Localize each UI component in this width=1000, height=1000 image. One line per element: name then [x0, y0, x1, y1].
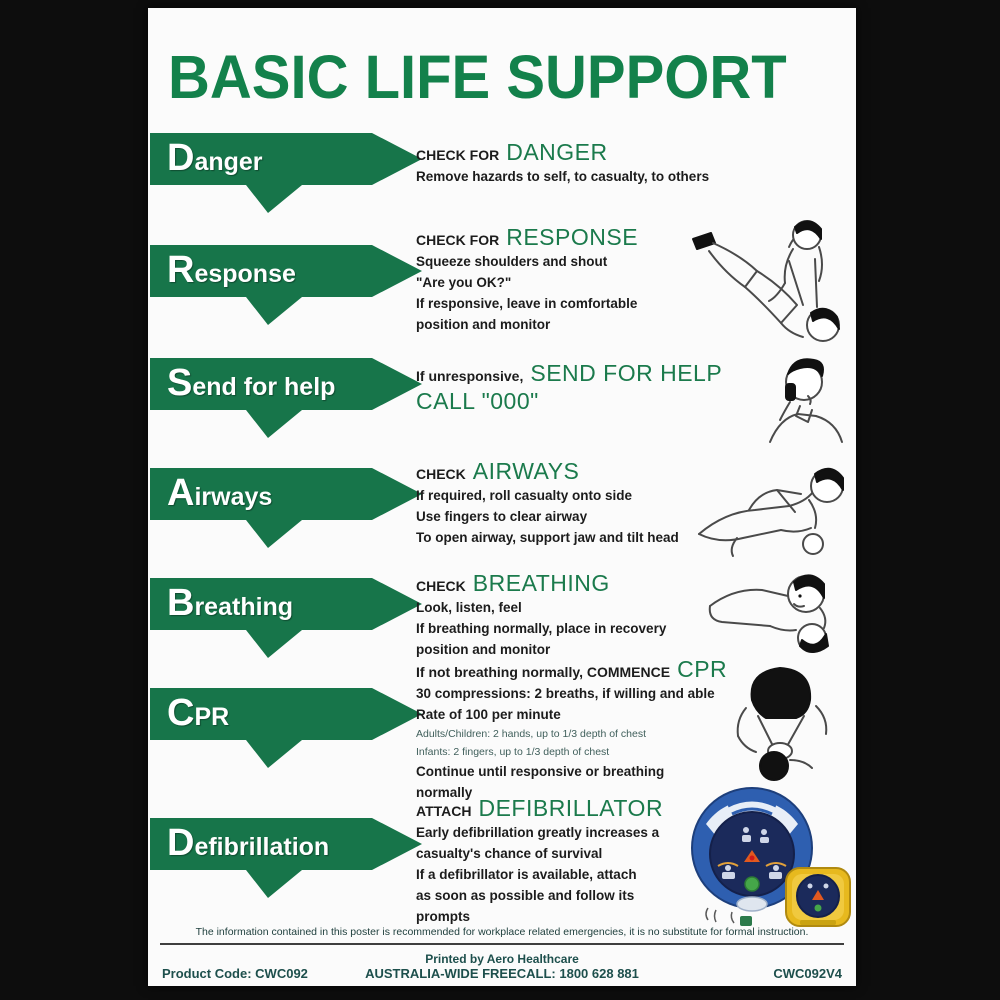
banner-label-airways: Airways — [167, 472, 273, 514]
heading-defibrillation: ATTACH DEFIBRILLATOR — [416, 795, 664, 821]
section-cpr-text — [416, 656, 727, 803]
section-send-text — [416, 360, 722, 415]
illustration-roll-casualty — [685, 448, 857, 563]
illustration-shoulder-squeeze — [685, 213, 855, 351]
illustration-chest-compressions — [700, 656, 855, 781]
airways-line: If required, roll casualty onto side — [416, 488, 633, 503]
defib-line: casualty's chance of survival — [416, 846, 603, 861]
banner-defibrillation — [150, 818, 422, 898]
footer-printed-by: Printed by Aero Healthcare — [425, 952, 579, 966]
section-danger-text — [416, 139, 709, 187]
heading-breathing: CHECK BREATHING — [416, 570, 610, 596]
response-line: "Are you OK?" — [416, 275, 512, 290]
defib-line: Early defibrillation greatly increases a — [416, 825, 660, 840]
breathing-line: If breathing normally, place in recovery — [416, 621, 667, 636]
illustration-aed-device — [688, 780, 858, 932]
breathing-line: Look, listen, feel — [416, 600, 522, 615]
response-line: Squeeze shoulders and shout — [416, 254, 608, 269]
cpr-line: Rate of 100 per minute — [416, 707, 561, 722]
illustration-listen-for-breathing — [700, 560, 858, 662]
footer-freecall: AUSTRALIA-WIDE FREECALL: 1800 628 881 — [365, 966, 639, 981]
heading-airways: CHECK AIRWAYS — [416, 458, 580, 484]
footer-disclaimer: The information contained in this poster is recommended for workplace related emergencies, it is no substitute for formal instruction. — [160, 926, 844, 945]
heading-danger: CHECK FOR DANGER — [416, 139, 608, 165]
breathing-line: position and monitor — [416, 642, 551, 657]
response-line: If responsive, leave in comfortable — [416, 296, 638, 311]
banner-label-send-for-help: Send for help — [167, 362, 336, 404]
defib-line: prompts — [416, 909, 470, 924]
section-defibrillation-text — [416, 795, 663, 927]
airways-line: To open airway, support jaw and tilt head — [416, 530, 679, 545]
cpr-line: Continue until responsive or breathing — [416, 764, 665, 779]
defib-line: If a defibrillator is available, attach — [416, 867, 637, 882]
cpr-small-line: Adults/Children: 2 hands, up to 1/3 depth of chest — [416, 728, 646, 740]
poster-title: BASIC LIFE SUPPORT — [168, 43, 787, 112]
cpr-line: 30 compressions: 2 breaths, if willing and able — [416, 686, 715, 701]
banner-send-for-help — [150, 358, 422, 438]
footer-version-code: CWC092V4 — [773, 966, 842, 981]
section-breathing-text — [416, 570, 666, 660]
banner-label-defibrillation: Defibrillation — [167, 822, 330, 864]
section-response-text — [416, 224, 638, 335]
banner-label-danger: Danger — [167, 137, 263, 179]
airways-line: Use fingers to clear airway — [416, 509, 588, 524]
banner-label-cpr: CPR — [167, 692, 230, 734]
response-line: position and monitor — [416, 317, 551, 332]
banner-label-breathing: Breathing — [167, 582, 294, 624]
defib-line: as soon as possible and follow its — [416, 888, 635, 903]
banner-response — [150, 245, 422, 325]
poster — [148, 8, 856, 986]
banner-airways — [150, 468, 422, 548]
footer-product-code: Product Code: CWC092 — [162, 966, 308, 981]
banner-label-response: Response — [167, 249, 296, 291]
cpr-small-line: Infants: 2 fingers, up to 1/3 depth of chest — [416, 746, 610, 758]
heading-send-for-help: If unresponsive, SEND FOR HELP — [416, 360, 723, 386]
send-call-line: CALL "000" — [416, 388, 539, 414]
illustration-person-on-phone — [750, 350, 854, 446]
heading-cpr: If not breathing normally, COMMENCE CPR — [416, 656, 728, 682]
heading-response: CHECK FOR RESPONSE — [416, 224, 639, 250]
banner-cpr — [150, 688, 422, 768]
danger-line: Remove hazards to self, to casualty, to others — [416, 169, 710, 184]
banner-breathing — [150, 578, 422, 658]
banner-danger — [150, 133, 422, 213]
cpr-line: normally — [416, 785, 473, 800]
section-airways-text — [416, 458, 679, 548]
